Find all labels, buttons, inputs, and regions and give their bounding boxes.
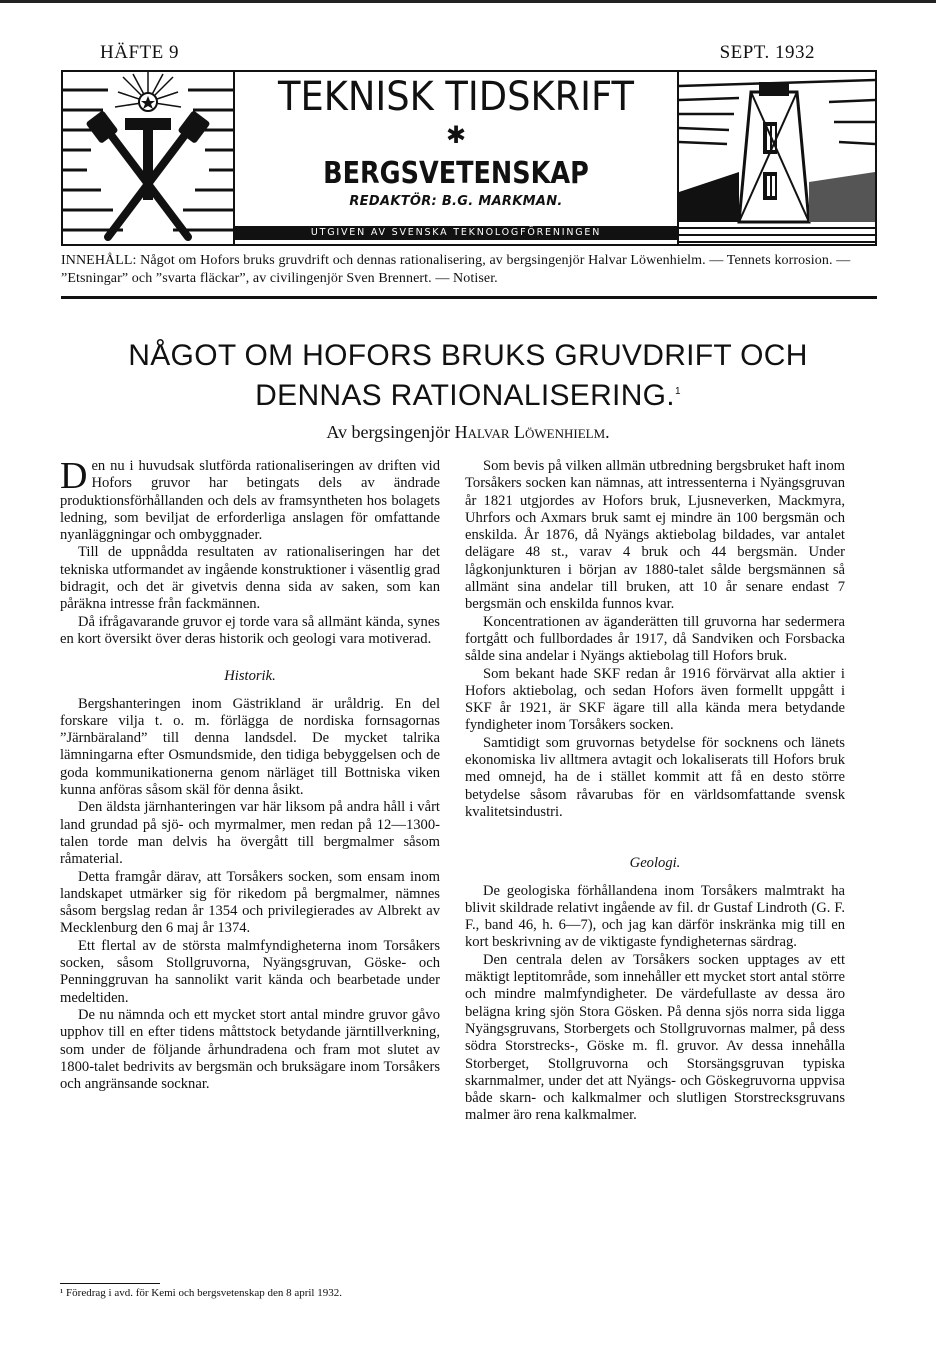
issue-number: HÄFTE 9: [100, 42, 179, 63]
paragraph: [60, 455, 440, 544]
mine-headframe-illustration: [677, 72, 875, 244]
paragraph: Den centrala delen av Torsåkers socken upptages av ett mäktigt leptitområde, som innehåller ett mycket stort antal större och mindre malmfyndigheter. De värdefullaste av dessa äro belägna kring sjön Stora Gösken. På denna sjös norra sida ligga Nyängsgruvans, Storbergets och Stollgruvornas malmer, på dess södra Storstrecks-, Göske m. fl. gruvor. Av dessa innehålla Storberget, Stollgruvorna och Storsängsgruvan typiska skarnmalmer, under det att Nyängs- och Göskegruvorna uppvisa både skarn- och kalkmalmer och slutligen Storstrecksgruvans malmer äro rena kalkmalmer.: [465, 951, 845, 1124]
asterisk-ornament-icon: ✱: [445, 123, 467, 149]
editor-line: REDAKTÖR: B.G. MARKMAN.: [349, 194, 563, 209]
article-title-line1: NÅGOT OM HOFORS BRUKS GRUVDRIFT OCH: [128, 339, 808, 372]
paragraph: De nu nämnda och ett mycket stort antal mindre gruvor gåvo upphov till en efter tidens måttstock betydande järntillverkning, som under de följande århundradena och fram mot slutet av 1800-talet bedrivits av bergsmän och bruksägare inom Torsåkers och angränsande socknar.: [60, 1006, 440, 1093]
text-column-right: [465, 458, 845, 1125]
journal-title: TEKNISK TIDSKRIFT: [277, 74, 635, 120]
divider: [61, 296, 877, 299]
paragraph: De geologiska förhållandena inom Torsåkers malmtrakt ha blivit skildrade relativt ingående av fil. dr Gustaf Lindroth (G. F. F., band 46, h. 6—7), och jag kan därför inskränka mig till en kort beskrivning av de viktigaste fyndigheternas särdrag.: [465, 882, 845, 951]
paragraph: Samtidigt som gruvornas betydelse för socknens och länets ekonomiska liv alltmera avtagit och lokaliserats till Hofors bruk med omnejd, ha de i stället kommit att få en desto större betydelse såsom råvarubas för en världsomfattande svensk kvalitetsindustri.: [465, 734, 845, 820]
paragraph: Som bevis på vilken allmän utbredning bergsbruket haft inom Torsåkers socken kan nämnas, att intressenterna i Nyängsgruvan år 1821 utgjordes av Hofors bruk, Ljusneverken, Mackmyra, Uhrfors och Axmars bruk samt ej mindre än 100 bergsmän och enskilda. År 1876, då Nyängs aktiebolag bildades, var antalet delägare 48 st., varav 4 bruk och 44 bergsmän. Under lågkonjunkturen i början av 1880-talet sålde bergsmännen så allmänt sina andelar till bruken, att 10 år senare endast 7 bergsmän och enskilda funnos kvar.: [465, 458, 845, 613]
byline: [60, 422, 876, 443]
author-name: Halvar Löwenhielm.: [454, 422, 610, 442]
top-border: [0, 0, 936, 3]
publisher-band: UTGIVEN AV SVENSKA TEKNOLOGFÖRENINGEN: [235, 226, 677, 240]
footnote-marker: 1: [674, 386, 681, 397]
paragraph: Till de uppnådda resultaten av rationaliseringen har det tekniska utformandet av ingående konstruktioner i väsentlig grad bidragit, och det är givetvis denna sida av saken, som kan påräkna intresse från fackmännen.: [60, 544, 440, 613]
table-of-contents: INNEHÅLL: Något om Hofors bruks gruvdrift och dennas rationalisering, av bergsingenjör Halvar Löwenhielm. — Tennets korrosion. — ”Etsningar” och ”svarta fläckar”, av civilingenjör Sven Brennert. — Notiser.: [61, 253, 851, 286]
issue-date: SEPT. 1932: [719, 42, 815, 63]
paragraph: Då ifrågavarande gruvor ej torde vara så allmänt kända, synes en kort översikt över deras historik och geologi vara motiverad.: [60, 613, 440, 647]
masthead: [61, 70, 877, 246]
paragraph-text: en nu i huvudsak slutförda rationaliseringen av driften vid Hofors gruvor har betingats dels av ändrade produktionsförhållanden och dels av framsyntheten hos bolagets ledning, som beviljat de erforderliga anslagen för omfattande nyanläggningar och ombyggnader.: [60, 458, 440, 544]
journal-section: BERGSVETENSKAP: [323, 156, 589, 191]
paragraph: Detta framgår därav, att Torsåkers socken, som ensam inom landskapet utmärker sig för rikedom på bergmalmer, nämnes såsom bergslag redan år 1354 och privilegierades av Albrekt av Mecklenburg den 6 maj år 1374.: [60, 868, 440, 937]
mining-emblem-logo: [63, 72, 235, 244]
section-heading-geologi: Geologi.: [629, 855, 681, 872]
text-column-left: [60, 455, 440, 1093]
masthead-center: [235, 72, 677, 244]
paragraph: Bergshanteringen inom Gästrikland är uråldrig. En del forskare vilja t. o. m. förlägga de nordiska fornsagornas ”Järnbäraland” till denna landsdel. De mycket talrika lämningarna efter Osmundsmide, den tidiga bebyggelsen och de goda kommunikationerna genom närläget till Bottniska viken kunna anföras såsom skäl för denna åsikt.: [60, 695, 440, 799]
paragraph: Koncentrationen av äganderätten till gruvorna har sedermera fortgått och fullbordades år 1917, då Sandviken och Forsbacka sålde sina andelar i Nyängs aktiebolag till Hofors bruk.: [465, 613, 845, 665]
section-heading-historik: Historik.: [224, 668, 276, 685]
byline-prefix: Av bergsingenjör: [326, 422, 451, 442]
article-title: [60, 338, 876, 414]
article-title-line2: DENNAS RATIONALISERING.: [255, 379, 675, 412]
drop-cap: D: [60, 455, 88, 497]
paragraph: Ett flertal av de största malmfyndigheterna inom Torsåkers socken, såsom Stollgruvorna, Nyängsgruvan, Göske- och Penninggruvan ha sannolikt varit kända och bearbetade under medeltiden.: [60, 937, 440, 1006]
paragraph: Den äldsta järnhanteringen var här liksom på andra håll i vårt land grundad på sjö- och myrmalmer, men redan på 12—1300-talen torde man delvis ha övergått till bergmalmer såsom råmaterial.: [60, 799, 440, 868]
footnote: ¹ Föredrag i avd. för Kemi och bergsvetenskap den 8 april 1932.: [60, 1287, 342, 1299]
paragraph: Som bekant hade SKF redan år 1916 förvärvat alla aktier i Hofors aktiebolag, och sedan Hofors även formellt uppgått i SKF år 1921, är SKF ägare till alla kända mera betydande fyndigheter inom Torsåkers socken.: [465, 665, 845, 734]
